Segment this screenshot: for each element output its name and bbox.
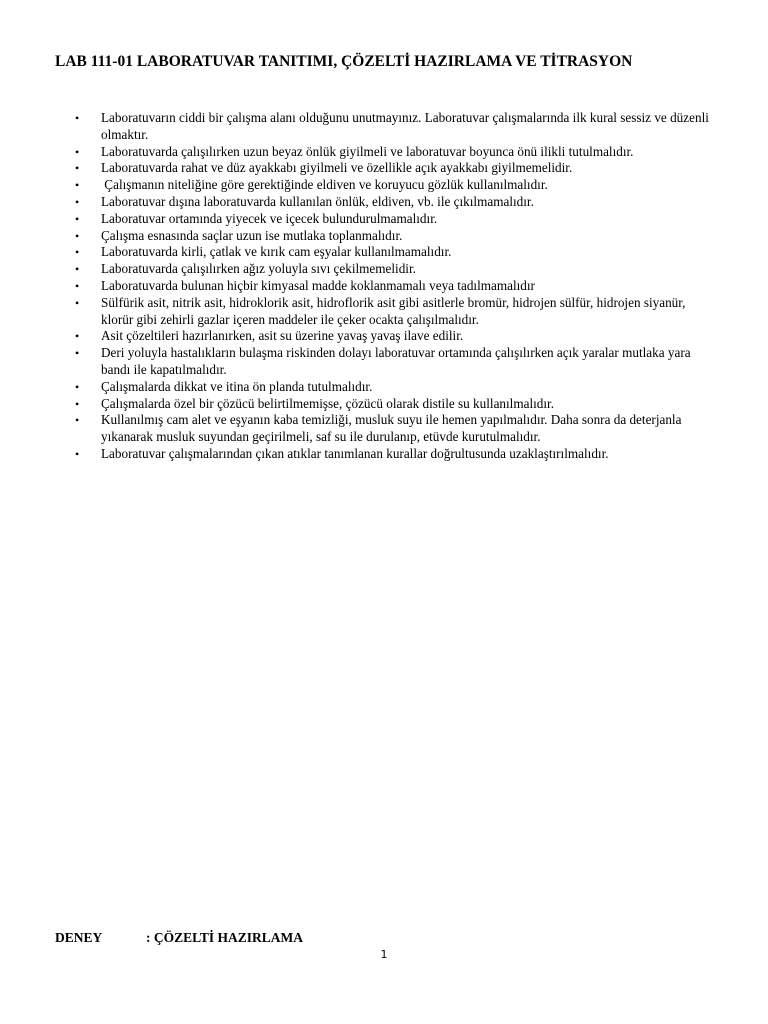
bullet-icon: •	[75, 329, 80, 344]
list-item	[55, 177, 715, 194]
bullet-icon: •	[75, 346, 80, 361]
bullet-icon: •	[75, 245, 80, 260]
rule-text: Sülfürik asit, nitrik asit, hidroklorik asit, hidroflorik asit gibi asitlerle bromür, hidrojen sülfür, hidrojen siyanür, klorür gibi zehirli gazlar içeren maddeler ile çeker ocakta çalışılmalıdır.	[101, 294, 689, 327]
rule-text: Çalışmalarda dikkat ve itina ön planda tutulmalıdır.	[101, 378, 373, 394]
bullet-icon: •	[75, 295, 80, 310]
experiment-heading	[55, 929, 303, 947]
list-item	[55, 328, 715, 345]
list-item	[55, 160, 715, 177]
list-item	[55, 396, 715, 413]
rule-text: Laboratuvar dışına laboratuvarda kullanılan önlük, eldiven, vb. ile çıkılmamalıdır.	[101, 193, 534, 209]
bullet-icon: •	[75, 228, 80, 243]
rule-text: Laboratuvar çalışmalarından çıkan atıklar tanımlanan kurallar doğrultusunda uzaklaştırılmalıdır.	[101, 445, 609, 461]
rule-text: Çalışmanın niteliğine göre gerektiğinde eldiven ve koruyucu gözlük kullanılmalıdır.	[101, 177, 548, 193]
list-item	[55, 345, 715, 379]
bullet-icon: •	[75, 278, 80, 293]
list-item	[55, 278, 715, 295]
rule-text: Laboratuvarda bulunan hiçbir kimyasal madde koklanmamalı veya tadılmamalıdır	[101, 277, 535, 293]
rule-text: Deri yoluyla hastalıkların bulaşma riskinden dolayı laboratuvar ortamında çalışılırken açık yaralar mutlaka yara bandı ile kapatılmalıdır.	[101, 345, 694, 377]
rule-text: Çalışmalarda özel bir çözücü belirtilmemişse, çözücü olarak distile su kullanılmalıdır.	[101, 395, 555, 411]
rule-text: Laboratuvarda kirli, çatlak ve kırık cam eşyalar kullanılmamalıdır.	[101, 244, 452, 260]
rule-text: Çalışma esnasında saçlar uzun ise mutlaka toplanmalıdır.	[101, 227, 403, 243]
list-item	[55, 412, 715, 446]
rule-text: Laboratuvarda rahat ve düz ayakkabı giyilmeli ve özellikle açık ayakkabı giyilmemelidir.	[101, 160, 573, 176]
rule-text: Laboratuvarın ciddi bir çalışma alanı olduğunu unutmayınız. Laboratuvar çalışmalarında ilk kural sessiz ve düzenli olmaktır.	[101, 110, 713, 142]
rule-text: Kullanılmış cam alet ve eşyanın kaba temizliği, musluk suyu ile hemen yapılmalıdır. Daha sonra da deterjanla yıkanarak musluk suyundan geçirilmeli, saf su ile durulanıp, etüvde kurutulmalıdır.	[101, 412, 685, 445]
bullet-icon: •	[75, 379, 80, 394]
list-item	[55, 261, 715, 278]
list-item	[55, 446, 715, 463]
page-number: 1	[380, 948, 388, 961]
list-item	[55, 211, 715, 228]
list-item	[55, 379, 715, 396]
experiment-title: : ÇÖZELTİ HAZIRLAMA	[146, 930, 304, 945]
experiment-label: DENEY	[55, 930, 103, 945]
rule-text: Laboratuvarda çalışılırken ağız yoluyla sıvı çekilmemelidir.	[101, 261, 416, 277]
list-item	[55, 228, 715, 245]
bullet-icon: •	[75, 178, 80, 193]
rule-text: Laboratuvar ortamında yiyecek ve içecek bulundurulmamalıdır.	[101, 210, 438, 226]
bullet-icon: •	[75, 413, 80, 428]
rule-text: Asit çözeltileri hazırlanırken, asit su üzerine yavaş yavaş ilave edilir.	[101, 328, 464, 344]
list-item	[55, 144, 715, 161]
bullet-icon: •	[75, 111, 80, 125]
bullet-icon: •	[75, 194, 80, 209]
bullet-icon: •	[75, 144, 80, 159]
bullet-icon: •	[75, 262, 80, 277]
list-item	[55, 194, 715, 211]
bullet-icon: •	[75, 161, 80, 176]
list-item	[55, 244, 715, 261]
bullet-icon: •	[75, 211, 80, 226]
list-item	[55, 295, 715, 329]
lab-rules-list	[55, 110, 715, 463]
bullet-icon: •	[75, 396, 80, 411]
rule-text: Laboratuvarda çalışılırken uzun beyaz önlük giyilmeli ve laboratuvar boyunca önü ilikli tutulmalıdır.	[101, 143, 634, 159]
page-title: LAB 111-01 LABORATUVAR TANITIMI, ÇÖZELTİ HAZIRLAMA VE TİTRASYON	[55, 53, 633, 70]
list-item	[55, 110, 715, 144]
bullet-icon: •	[75, 446, 80, 461]
